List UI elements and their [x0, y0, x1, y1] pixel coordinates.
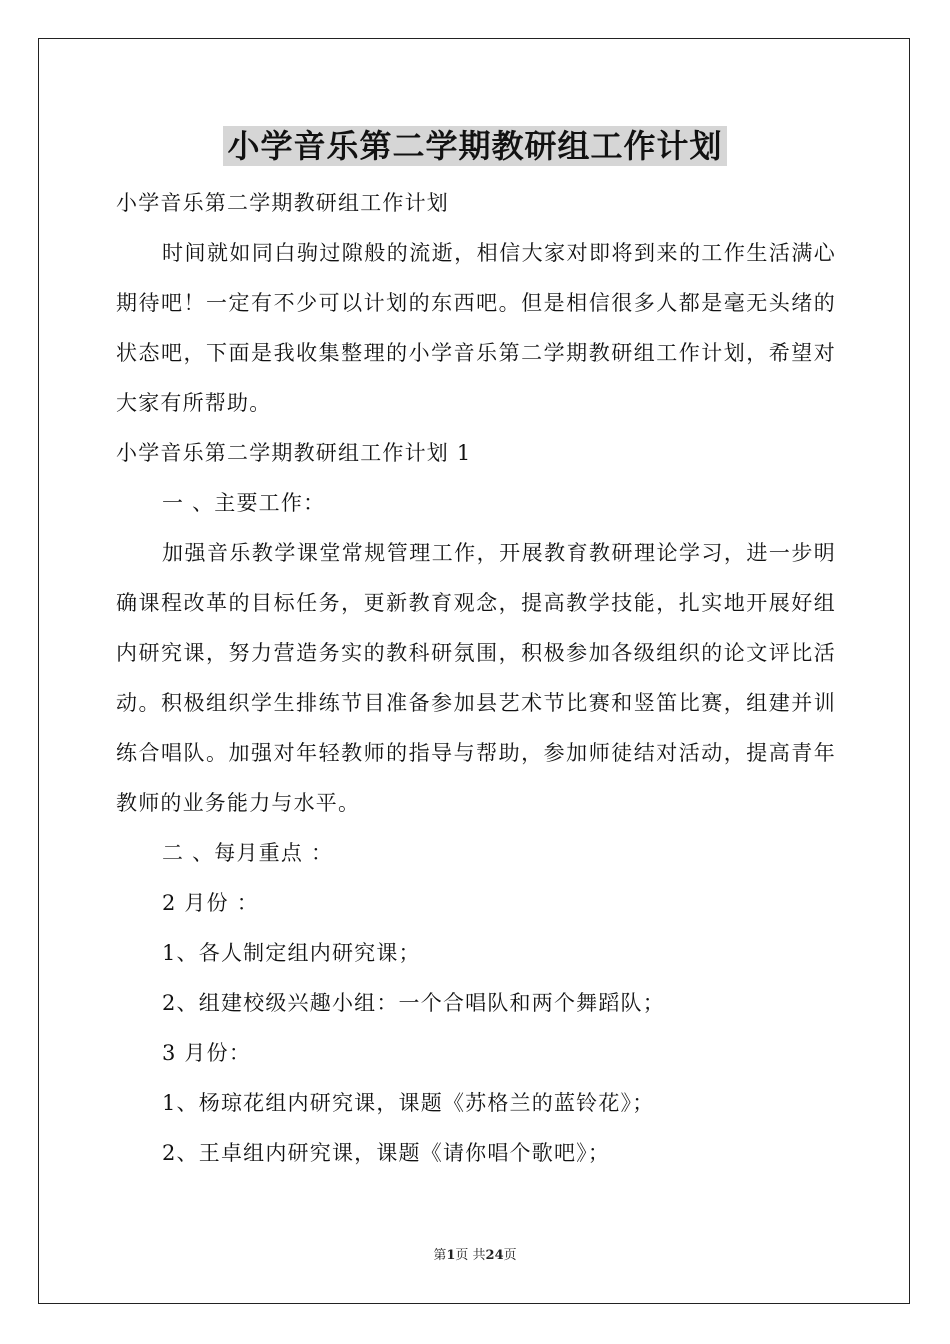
intro-paragraph: 时间就如同白驹过隙般的流逝，相信大家对即将到来的工作生活满心期待吧！一定有不少可以计划的东西吧。但是相信很多人都是毫无头绪的状态吧，下面是我收集整理的小学音乐第二学期教研组工作计划，希望对大家有所帮助。	[116, 241, 836, 415]
title-container	[0, 126, 950, 166]
feb-item-2: 2、组建校级兴趣小组：一个合唱队和两个舞蹈队；	[162, 991, 665, 1015]
main-work-heading: 一 、主要工作：	[162, 491, 326, 515]
mar-item-1: 1、杨琼花组内研究课，课题《苏格兰的蓝铃花》；	[162, 1091, 655, 1115]
mar-heading: 3 月份：	[162, 1041, 252, 1065]
page-footer	[0, 1244, 950, 1263]
footer-current-page: 1	[446, 1248, 456, 1263]
monthly-heading: 二 、每月重点 ：	[162, 841, 334, 865]
footer-total-pages: 24	[485, 1248, 504, 1263]
mar-item-2: 2、王卓组内研究课，课题《请你唱个歌吧》；	[162, 1141, 611, 1165]
subtitle: 小学音乐第二学期教研组工作计划	[116, 191, 449, 215]
feb-item-1: 1、各人制定组内研究课；	[162, 941, 421, 965]
document-body	[116, 178, 836, 1178]
document-title: 小学音乐第二学期教研组工作计划	[223, 126, 726, 166]
footer-prefix: 第	[433, 1248, 447, 1263]
footer-suffix: 页	[503, 1248, 517, 1263]
section1-heading: 小学音乐第二学期教研组工作计划 1	[116, 441, 472, 465]
footer-mid: 页 共	[455, 1248, 486, 1263]
feb-heading: 2 月份 ：	[162, 891, 259, 915]
main-work-paragraph: 加强音乐教学课堂常规管理工作，开展教育教研理论学习，进一步明确课程改革的目标任务，更新教育观念，提高教学技能，扎实地开展好组内研究课，努力营造务实的教科研氛围，积极参加各级组织的论文评比活动。积极组织学生排练节目准备参加县艺术节比赛和竖笛比赛，组建并训练合唱队。加强对年轻教师的指导与帮助，参加师徒结对活动，提高青年教师的业务能力与水平。	[116, 541, 836, 815]
